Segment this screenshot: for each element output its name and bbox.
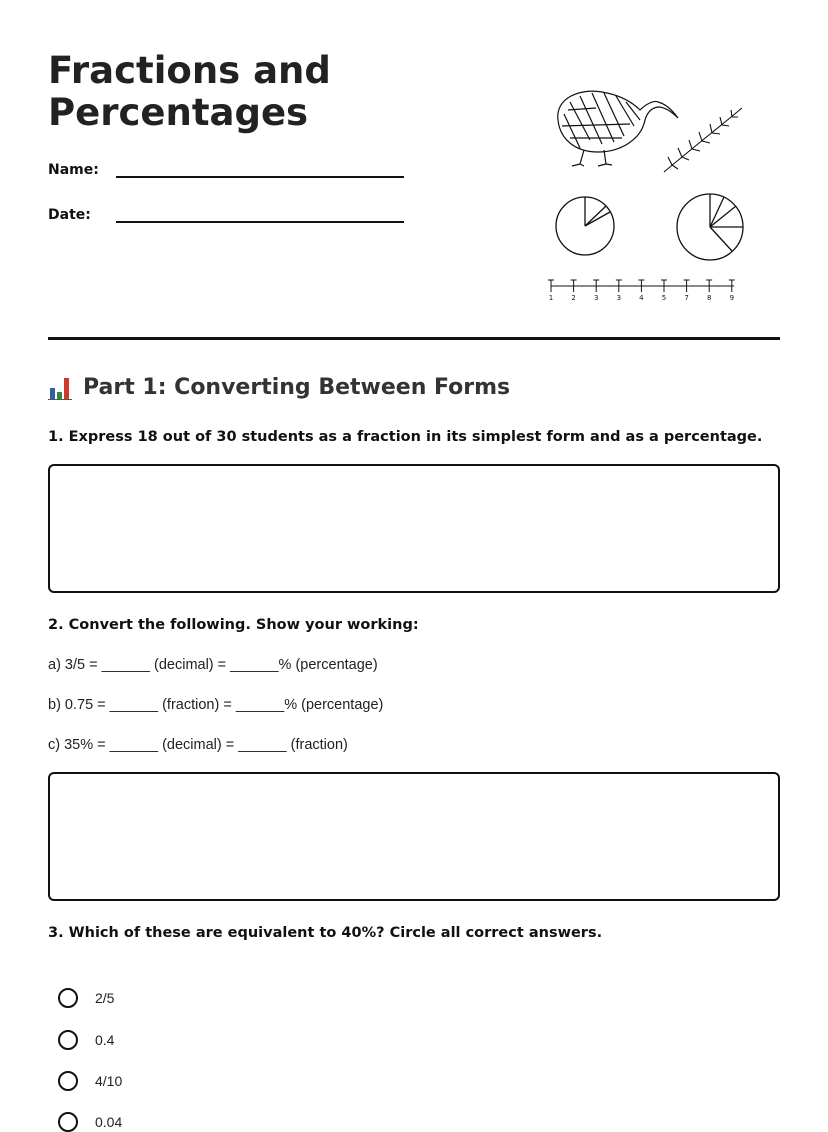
number-line-label: 3 <box>593 294 599 302</box>
kiwi-bird-icon <box>558 91 678 166</box>
question-2: 2. Convert the following. Show your working: <box>48 617 419 633</box>
name-line[interactable] <box>116 160 404 178</box>
number-line-label: 2 <box>571 294 576 302</box>
number-line-label: 7 <box>684 294 689 302</box>
number-line-label: 4 <box>639 294 644 302</box>
answer-box-2[interactable] <box>48 772 780 901</box>
part1-heading <box>48 374 510 400</box>
conversion-b: b) 0.75 = ______ (fraction) = ______% (percentage) <box>48 697 384 713</box>
option-label: 4/10 <box>95 1073 123 1089</box>
fern-icon <box>664 108 742 172</box>
number-line-label: 1 <box>548 294 554 302</box>
option-item[interactable] <box>58 988 114 1008</box>
date-label: Date: <box>48 207 91 223</box>
radio-circle[interactable] <box>58 1030 78 1050</box>
name-field[interactable] <box>48 160 404 178</box>
name-label: Name: <box>48 162 99 178</box>
option-item[interactable] <box>58 1030 114 1050</box>
pie-chart-small-icon <box>556 197 614 255</box>
question-1: 1. Express 18 out of 30 students as a fraction in its simplest form and as a percentage. <box>48 429 763 445</box>
question-3: 3. Which of these are equivalent to 40%? Circle all correct answers. <box>48 925 603 941</box>
radio-circle[interactable] <box>58 1071 78 1091</box>
option-label: 0.4 <box>95 1032 115 1048</box>
title-line-1: Fractions and <box>48 49 331 92</box>
worksheet-illustration <box>540 80 760 310</box>
option-item[interactable] <box>58 1071 122 1091</box>
option-label: 0.04 <box>95 1114 123 1130</box>
option-item[interactable] <box>58 1112 122 1132</box>
answer-box-1[interactable] <box>48 464 780 593</box>
date-line[interactable] <box>116 205 404 223</box>
number-line-label: 8 <box>706 294 712 302</box>
number-line-icon <box>548 280 735 302</box>
radio-circle[interactable] <box>58 988 78 1008</box>
number-line-label: 3 <box>616 294 622 302</box>
number-line-label: 5 <box>661 294 667 302</box>
pie-chart-large-icon <box>677 194 743 260</box>
conversion-c: c) 35% = ______ (decimal) = ______ (fraction) <box>48 737 348 753</box>
section-divider <box>48 337 780 340</box>
option-label: 2/5 <box>95 990 115 1006</box>
number-line-label: 9 <box>729 294 735 302</box>
worksheet-title <box>48 50 368 134</box>
date-field[interactable] <box>48 205 404 223</box>
conversion-a: a) 3/5 = ______ (decimal) = ______% (percentage) <box>48 657 378 673</box>
radio-circle[interactable] <box>58 1112 78 1132</box>
part1-heading-text: Part 1: Converting Between Forms <box>83 374 511 400</box>
title-line-2: Percentages <box>48 91 309 134</box>
bar-chart-icon <box>48 374 72 400</box>
